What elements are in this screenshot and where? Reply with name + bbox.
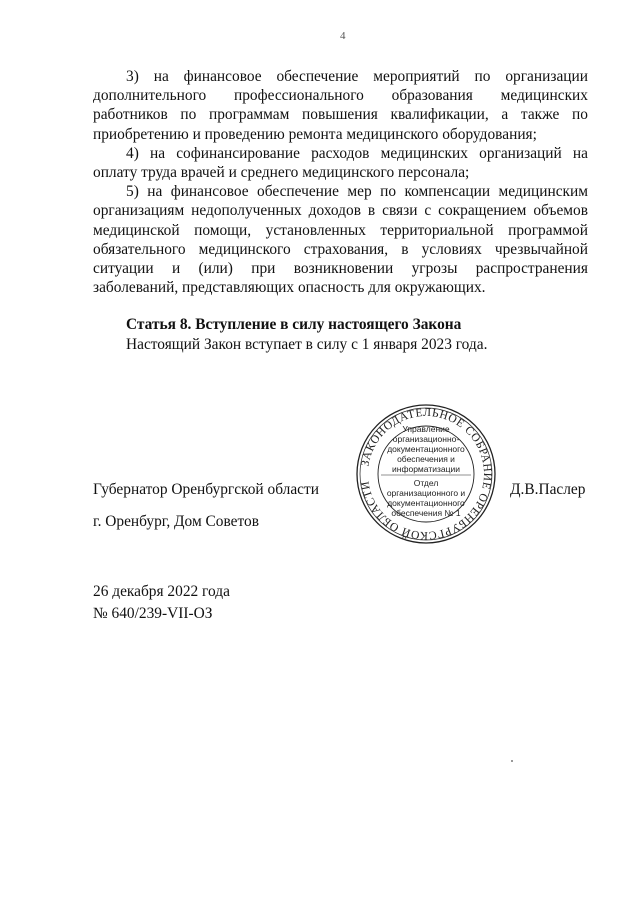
paragraph-item-5: 5) на финансовое обеспечение мер по компенсации медицинским организациям недополученных доходов в связи с сокращением объемов медицинской помощи, установленных территориальной программой обязательного медицинского страхования, в условиях чрезвычайной ситуации и (или) при возникновении угрозы распространения заболеваний, представляющих опасность для окружающих.: [93, 183, 588, 297]
document-number: № 640/239-VII-ОЗ: [93, 605, 213, 622]
scan-speck: [511, 760, 513, 762]
document-body: [93, 67, 588, 354]
page-number: 4: [340, 30, 346, 42]
paragraph-item-3: 3) на финансовое обеспечение мероприятий по организации дополнительного профессионального образования медицинских работников по программам повышения квалификации, а также по приобретению и проведению ремонта медицинского оборудования;: [93, 68, 588, 143]
seal-lower-block: Отдел организационного и документационного обеспечения № 1: [386, 478, 466, 518]
paragraph-item-4: 4) на софинансирование расходов медицинских организаций на оплату труда врачей и среднего медицинского персонала;: [93, 144, 588, 182]
document-date: 26 декабря 2022 года: [93, 583, 230, 600]
seal-upper-block: Управление организационно-документационного обеспечения и информатизации: [387, 424, 465, 474]
signatory-position: Губернатор Оренбургской области: [93, 481, 319, 498]
seal-ring-text: ЗАКОНОДАТЕЛЬНОЕ СОБРАНИЕ ОРЕНБУРГСКОЙ ОБЛАСТИ: [359, 406, 494, 542]
signatory-name: Д.В.Паслер: [510, 481, 586, 498]
article-title: Статья 8. Вступление в силу настоящего Закона: [126, 316, 462, 334]
article-text: Настоящий Закон вступает в силу с 1 января 2023 года.: [126, 335, 488, 353]
signing-place: г. Оренбург, Дом Советов: [93, 513, 259, 530]
